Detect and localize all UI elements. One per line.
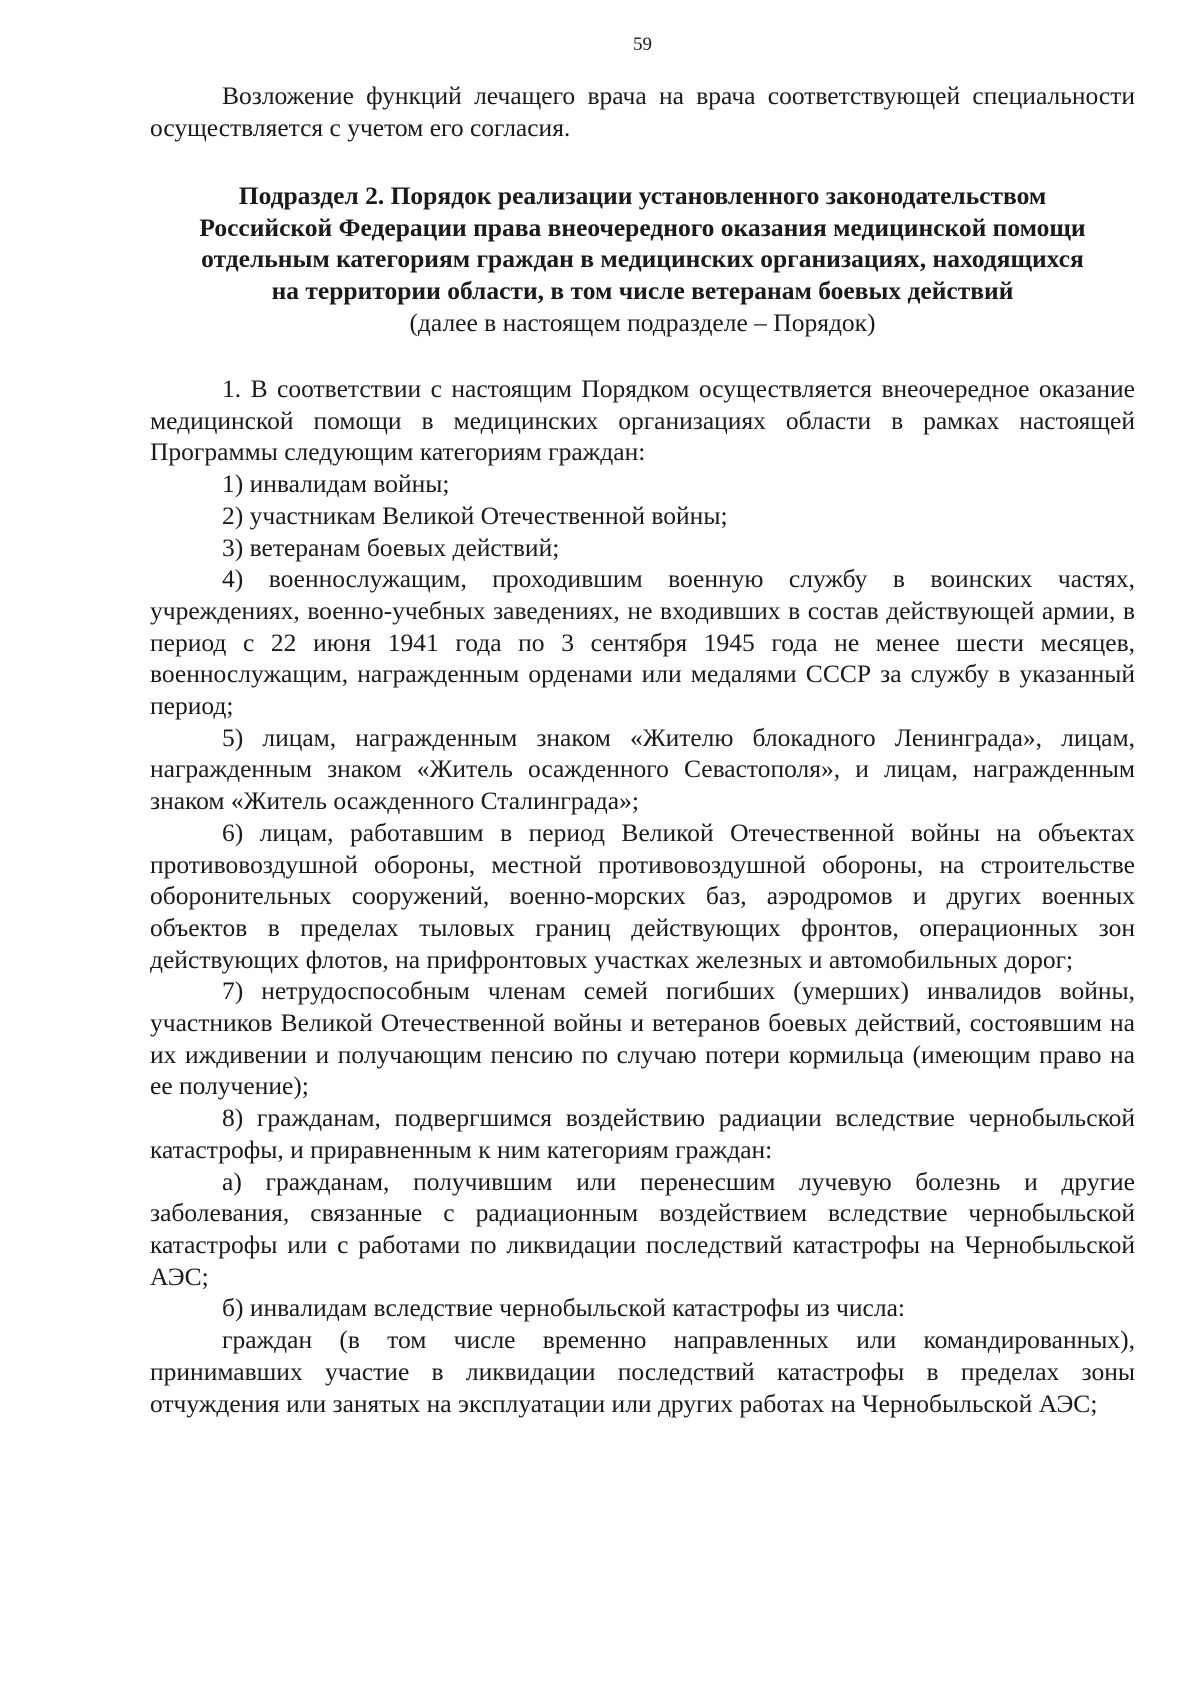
list-item-8b-sub: граждан (в том числе временно направленных или командированных), принимавших участие в ликвидации последствий катастрофы в пределах зоны отчуждения или занятых на эксплуатации или других работах на Чернобыльской АЭС; — [150, 1325, 1135, 1418]
list-item-8: 8) гражданам, подвергшимся воздействию радиации вследствие чернобыльской катастрофы, и приравненным к ним категориям граждан: — [150, 1103, 1135, 1164]
list-item-3: 3) ветеранам боевых действий; — [222, 532, 560, 562]
heading-line-1: Подраздел 2. Порядок реализации установленного законодательством — [238, 181, 1047, 210]
list-item-6: 6) лицам, работавшим в период Великой Отечественной войны на объектах противовоздушной обороны, местной противовоздушной обороны, на строительстве оборонительных сооружений, военно-морских баз, аэродромов и других военных объектов в пределах тыловых границ действующих фронтов, операционных зон действующих флотов, на прифронтовых участках железных и автомобильных дорог; — [150, 817, 1135, 974]
list-item-8b: б) инвалидам вследствие чернобыльской катастрофы из числа: — [222, 1293, 905, 1323]
intro-paragraph: Возложение функций лечащего врача на врача соответствующей специальности осуществляется с учетом его согласия. — [150, 81, 1135, 142]
paragraph-1: 1. В соответствии с настоящим Порядком осуществляется внеочередное оказание медицинской помощи в медицинских организациях области в рамках настоящей Программы следующим категориям граждан: — [150, 374, 1135, 467]
list-item-8a: а) гражданам, получившим или перенесшим лучевую болезнь и другие заболевания, связанные с радиационным воздействием вследствие чернобыльской катастрофы или с работами по ликвидации последствий катастрофы на Чернобыльской АЭС; — [150, 1166, 1135, 1291]
heading-subtitle: (далее в настоящем подразделе – Порядок) — [409, 307, 876, 337]
heading-line-3: отдельным категориям граждан в медицинских организациях, находящихся — [201, 244, 1084, 274]
list-item-2: 2) участникам Великой Отечественной войны; — [222, 500, 728, 530]
document-body — [150, 373, 1135, 1419]
heading-line-2: Российской Федерации права внеочередного оказания медицинской помощи — [199, 212, 1086, 242]
list-item-7: 7) нетрудоспособным членам семей погибших (умерших) инвалидов войны, участников Великой Отечественной войны и ветеранов боевых действий, состоявшим на их иждивении и получающим пенсию по случаю потери кормильца (имеющим право на ее получение); — [150, 976, 1135, 1101]
page-number: 59 — [633, 34, 652, 55]
list-item-5: 5) лицам, награжденным знаком «Жителю блокадного Ленинграда», лицам, награжденным знаком «Житель осажденного Севастополя», и лицам, награжденным знаком «Житель осажденного Сталинграда»; — [150, 722, 1135, 816]
list-item-1: 1) инвалидам войны; — [222, 469, 450, 499]
heading-line-4: на территории области, в том числе ветеранам боевых действий — [271, 276, 1014, 306]
section-heading — [150, 180, 1135, 339]
list-item-4: 4) военнослужащим, проходившим военную службу в воинских частях, учреждениях, военно-учебных заведениях, не входивших в состав действующей армии, в период с 22 июня 1941 года по 3 сентября 1945 года не менее шести месяцев, военнослужащим, награжденным орденами или медалями СССР за службу в указанный период; — [150, 564, 1135, 721]
